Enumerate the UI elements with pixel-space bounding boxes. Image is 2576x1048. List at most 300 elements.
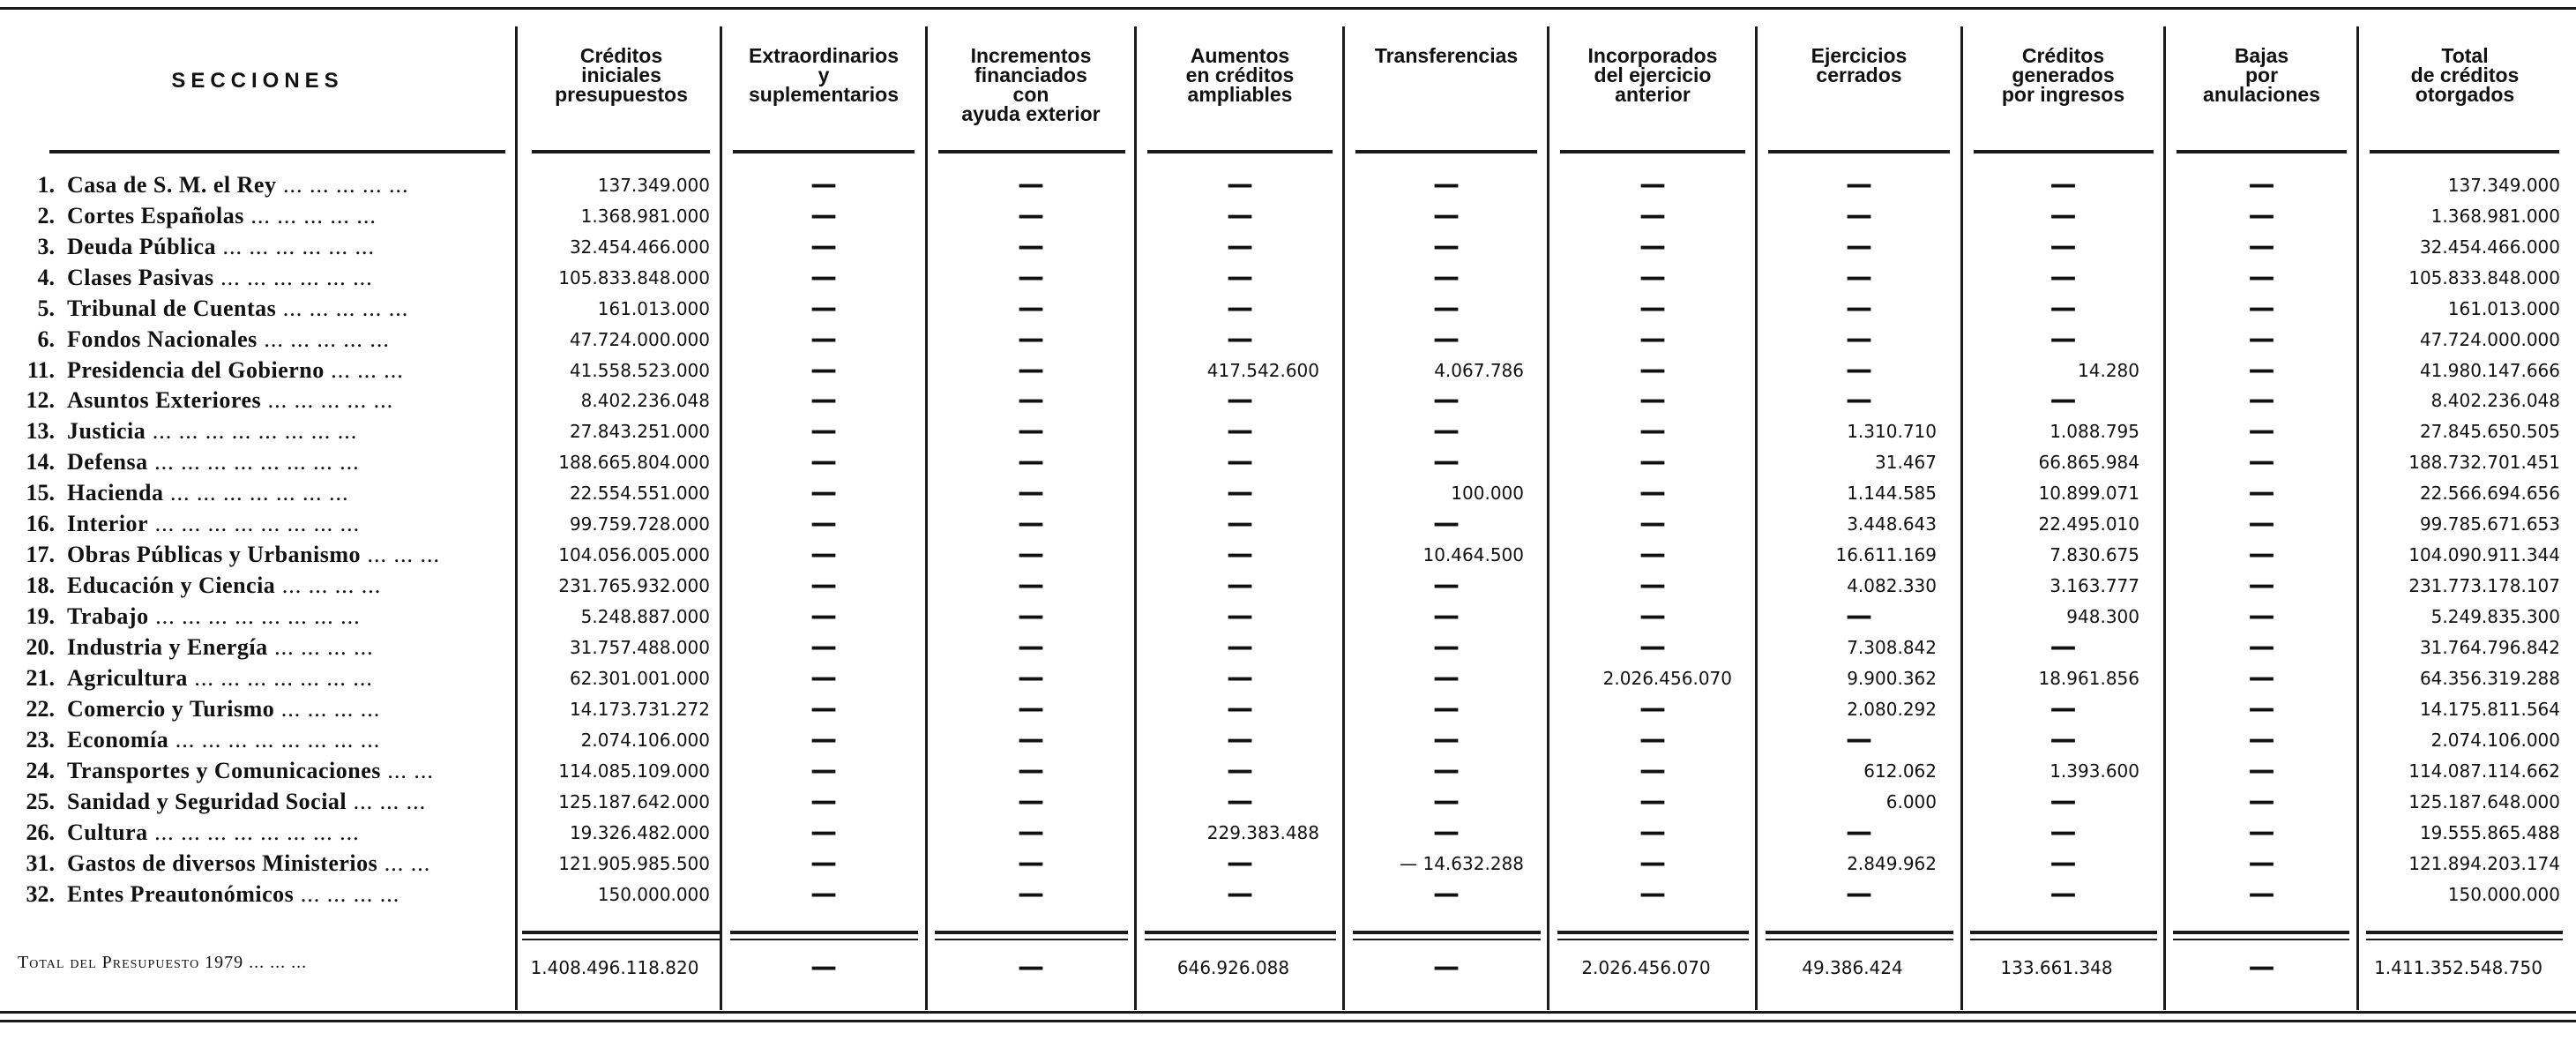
empty-dash-cell: —	[1639, 693, 1666, 724]
empty-dash-cell: —	[2248, 786, 2275, 817]
total-rule	[1766, 939, 1953, 940]
value-cell: 31.764.796.842	[2419, 637, 2560, 658]
empty-dash-cell: —	[2248, 724, 2275, 755]
value-cell: 22.495.010	[2038, 513, 2139, 535]
empty-dash-cell: —	[1227, 539, 1253, 570]
section-name: Educación y Ciencia	[67, 573, 276, 598]
section-name: Interior	[67, 511, 149, 536]
empty-dash-cell: —	[2050, 262, 2077, 293]
column-header: Créditos generados por ingresos	[2001, 44, 2125, 106]
section-name: Clases Pasivas	[67, 265, 214, 290]
section-number: 23.	[26, 727, 55, 752]
empty-dash-cell: —	[810, 693, 837, 724]
section-name: Tribunal de Cuentas	[67, 296, 277, 321]
empty-dash-cell: —	[1639, 355, 1666, 386]
total-rule	[1557, 931, 1749, 934]
empty-dash-cell: —	[1639, 508, 1666, 539]
section-number: 24.	[26, 758, 55, 783]
empty-dash-cell: —	[810, 662, 837, 693]
section-name: Industria y Energía	[67, 634, 268, 660]
empty-dash-cell: —	[810, 385, 837, 415]
empty-dash-cell: —	[2050, 324, 2077, 355]
empty-dash-cell: —	[810, 415, 837, 446]
empty-dash-cell: —	[1433, 724, 1460, 755]
empty-dash-cell: —	[1433, 324, 1460, 355]
section-name: Fondos Nacionales	[67, 326, 258, 352]
total-empty-dash-cell: —	[2248, 952, 2275, 983]
total-rule	[935, 931, 1128, 934]
value-cell: 2.074.106.000	[580, 730, 710, 751]
column-header: Incorporados del ejercicio anterior	[1587, 44, 1718, 106]
empty-dash-cell: —	[810, 539, 837, 570]
column-divider	[1342, 26, 1345, 1010]
empty-dash-cell: —	[810, 324, 837, 355]
leader-dots: ... ... ... ... ... ... ... ...	[147, 449, 360, 475]
total-empty-dash-cell: —	[1433, 952, 1460, 983]
leader-dots: ... ... ... ... ...	[261, 387, 394, 413]
value-cell: 612.062	[1863, 760, 1937, 782]
value-cell: 10.899.071	[2038, 483, 2139, 504]
section-number: 6.	[37, 326, 55, 352]
empty-dash-cell: —	[1018, 508, 1044, 539]
value-cell: 19.555.865.488	[2419, 822, 2560, 843]
bottom-rule	[0, 1020, 2576, 1022]
value-cell: 8.402.236.048	[580, 390, 710, 411]
value-cell: 161.013.000	[597, 298, 710, 319]
empty-dash-cell: —	[1018, 662, 1044, 693]
empty-dash-cell: —	[1433, 601, 1460, 632]
empty-dash-cell: —	[1639, 755, 1666, 786]
value-cell: 948.300	[2066, 606, 2139, 627]
empty-dash-cell: —	[810, 169, 837, 200]
section-name: Asuntos Exteriores	[67, 387, 262, 413]
total-label: Total del Presupuesto 1979 ... ... ...	[18, 953, 308, 972]
empty-dash-cell: —	[2248, 262, 2275, 293]
total-rule	[1145, 939, 1336, 940]
table-row-label	[12, 416, 516, 446]
section-name: Entes Preautonómicos	[67, 881, 295, 907]
empty-dash-cell: —	[1227, 848, 1253, 879]
empty-dash-cell: —	[1846, 324, 1872, 355]
empty-dash-cell: —	[2248, 817, 2275, 848]
empty-dash-cell: —	[1433, 755, 1460, 786]
empty-dash-cell: —	[1433, 446, 1460, 477]
value-cell: 22.566.694.656	[2419, 483, 2560, 504]
empty-dash-cell: —	[1227, 415, 1253, 446]
header-underline	[1147, 150, 1333, 153]
empty-dash-cell: —	[1639, 415, 1666, 446]
table-row-label	[12, 571, 516, 601]
section-name: Economía	[67, 727, 169, 752]
empty-dash-cell: —	[1227, 879, 1253, 910]
section-name: Presidencia del Gobierno	[67, 357, 325, 383]
value-cell: 1.393.600	[2050, 760, 2139, 782]
empty-dash-cell: —	[810, 632, 837, 662]
empty-dash-cell: —	[810, 446, 837, 477]
value-cell: 3.448.643	[1847, 513, 1937, 535]
section-number: 13.	[26, 418, 55, 444]
empty-dash-cell: —	[2248, 415, 2275, 446]
empty-dash-cell: —	[1227, 508, 1253, 539]
empty-dash-cell: —	[810, 848, 837, 879]
empty-dash-cell: —	[810, 879, 837, 910]
empty-dash-cell: —	[1227, 662, 1253, 693]
value-cell: 5.249.835.300	[2430, 606, 2560, 627]
empty-dash-cell: —	[1846, 601, 1872, 632]
secciones-header: SECCIONES	[171, 69, 344, 93]
section-name: Cortes Españolas	[67, 203, 244, 228]
empty-dash-cell: —	[2248, 632, 2275, 662]
empty-dash-cell: —	[1433, 662, 1460, 693]
total-rule	[1970, 939, 2157, 940]
table-row-label	[12, 633, 516, 662]
header-underline	[938, 150, 1125, 153]
header-underline	[1974, 150, 2154, 153]
empty-dash-cell: —	[1433, 415, 1460, 446]
empty-dash-cell: —	[810, 508, 837, 539]
empty-dash-cell: —	[1846, 355, 1872, 386]
empty-dash-cell: —	[2248, 355, 2275, 386]
column-divider	[1755, 26, 1758, 1010]
empty-dash-cell: —	[2050, 231, 2077, 262]
total-rule	[1145, 931, 1336, 934]
total-rule	[2173, 939, 2349, 940]
empty-dash-cell: —	[1433, 817, 1460, 848]
leader-dots: ... ... ...	[361, 542, 440, 567]
empty-dash-cell: —	[810, 355, 837, 386]
empty-dash-cell: —	[2248, 755, 2275, 786]
section-name: Defensa	[67, 449, 148, 475]
value-cell: — 14.632.288	[1400, 853, 1524, 874]
section-name: Obras Públicas y Urbanismo	[67, 542, 361, 567]
column-header: Bajas por anulaciones	[2203, 44, 2320, 106]
table-row-label	[12, 447, 516, 477]
empty-dash-cell: —	[2050, 632, 2077, 662]
empty-dash-cell: —	[1227, 755, 1253, 786]
column-header: Incrementos financiados con ayuda exterior	[961, 44, 1101, 125]
total-rule	[935, 939, 1128, 940]
section-number: 26.	[26, 820, 55, 845]
empty-dash-cell: —	[1639, 786, 1666, 817]
value-cell: 16.611.169	[1835, 544, 1937, 565]
value-cell: 121.905.985.500	[558, 853, 710, 874]
value-cell: 64.356.319.288	[2419, 668, 2560, 689]
section-number: 20.	[26, 634, 55, 660]
leader-dots: ... ... ...	[324, 357, 404, 383]
empty-dash-cell: —	[1018, 755, 1044, 786]
value-cell: 150.000.000	[597, 884, 710, 905]
column-divider	[1134, 26, 1137, 1010]
value-cell: 229.383.488	[1206, 822, 1319, 843]
value-cell: 99.785.671.653	[2419, 513, 2560, 535]
empty-dash-cell: —	[1227, 262, 1253, 293]
value-cell: 22.554.551.000	[569, 483, 710, 504]
header-underline	[532, 150, 710, 153]
value-cell: 31.467	[1875, 452, 1937, 473]
total-value-cell: 2.026.456.070	[1581, 957, 1711, 978]
empty-dash-cell: —	[1846, 385, 1872, 415]
empty-dash-cell: —	[810, 477, 837, 508]
leader-dots: ... ...	[377, 850, 431, 876]
value-cell: 104.056.005.000	[558, 544, 710, 565]
section-name: Comercio y Turismo	[67, 696, 275, 722]
value-cell: 14.175.811.564	[2419, 699, 2560, 720]
empty-dash-cell: —	[1639, 601, 1666, 632]
empty-dash-cell: —	[1227, 324, 1253, 355]
value-cell: 188.732.701.451	[2408, 452, 2560, 473]
leader-dots: ... ... ... ... ...	[257, 326, 390, 352]
value-cell: 2.074.106.000	[2430, 730, 2560, 751]
empty-dash-cell: —	[2050, 848, 2077, 879]
value-cell: 47.724.000.000	[2419, 329, 2560, 350]
leader-dots: ... ... ... ... ... ...	[216, 234, 376, 259]
empty-dash-cell: —	[1018, 848, 1044, 879]
leader-dots: ... ... ...	[347, 789, 427, 814]
value-cell: 4.082.330	[1847, 575, 1937, 596]
value-cell: 105.833.848.000	[2408, 267, 2560, 288]
empty-dash-cell: —	[810, 293, 837, 324]
empty-dash-cell: —	[2248, 693, 2275, 724]
empty-dash-cell: —	[810, 200, 837, 231]
header-underline	[1355, 150, 1537, 153]
total-empty-dash-cell: —	[1018, 952, 1044, 983]
empty-dash-cell: —	[1639, 169, 1666, 200]
top-rule	[0, 7, 2576, 10]
column-header: Total de créditos otorgados	[2410, 44, 2520, 106]
empty-dash-cell: —	[1018, 293, 1044, 324]
empty-dash-cell: —	[2050, 385, 2077, 415]
value-cell: 27.845.650.505	[2419, 421, 2560, 442]
section-name: Agricultura	[67, 665, 188, 691]
empty-dash-cell: —	[1227, 724, 1253, 755]
empty-dash-cell: —	[1639, 200, 1666, 231]
value-cell: 47.724.000.000	[569, 329, 710, 350]
value-cell: 14.280	[2078, 360, 2139, 381]
table-row-label	[12, 756, 516, 786]
value-cell: 32.454.466.000	[569, 236, 710, 258]
empty-dash-cell: —	[1018, 879, 1044, 910]
leader-dots: ... ... ... ... ... ... ... ...	[147, 820, 360, 845]
value-cell: 8.402.236.048	[2430, 390, 2560, 411]
header-underline	[1768, 150, 1950, 153]
value-cell: 7.830.675	[2050, 544, 2139, 565]
empty-dash-cell: —	[1433, 231, 1460, 262]
empty-dash-cell: —	[1018, 385, 1044, 415]
section-name: Transportes y Comunicaciones	[67, 758, 381, 783]
section-number: 14.	[26, 449, 55, 475]
empty-dash-cell: —	[1639, 724, 1666, 755]
table-row-label	[12, 356, 516, 386]
total-value-cell: 1.411.352.548.750	[2374, 957, 2542, 978]
table-row-label	[12, 602, 516, 632]
empty-dash-cell: —	[1639, 293, 1666, 324]
column-header: Ejercicios cerrados	[1811, 44, 1908, 86]
empty-dash-cell: —	[1018, 539, 1044, 570]
section-number: 21.	[26, 665, 55, 691]
leader-dots: ... ... ... ... ...	[243, 203, 377, 228]
table-row-label	[12, 325, 516, 355]
table-row-label	[12, 201, 516, 231]
value-cell: 3.163.777	[2050, 575, 2139, 596]
value-cell: 125.187.642.000	[558, 791, 710, 812]
empty-dash-cell: —	[1227, 231, 1253, 262]
empty-dash-cell: —	[1433, 293, 1460, 324]
column-divider	[720, 26, 722, 1010]
empty-dash-cell: —	[810, 755, 837, 786]
empty-dash-cell: —	[1018, 817, 1044, 848]
leader-dots: ... ... ... ... ... ... ... ...	[168, 727, 381, 752]
total-rule	[1353, 939, 1541, 940]
value-cell: 2.026.456.070	[1602, 668, 1732, 689]
empty-dash-cell: —	[1018, 169, 1044, 200]
value-cell: 100.000	[1451, 483, 1524, 504]
section-number: 3.	[37, 234, 55, 259]
value-cell: 231.773.178.107	[2408, 575, 2560, 596]
section-number: 31.	[26, 850, 55, 876]
table-row-label	[12, 787, 516, 817]
section-name: Justicia	[67, 418, 146, 444]
leader-dots: ... ... ... ...	[294, 881, 400, 907]
empty-dash-cell: —	[1018, 324, 1044, 355]
column-header: Extraordinarios y suplementarios	[749, 44, 899, 106]
empty-dash-cell: —	[2248, 231, 2275, 262]
section-number: 4.	[37, 265, 55, 290]
empty-dash-cell: —	[2248, 200, 2275, 231]
empty-dash-cell: —	[1639, 231, 1666, 262]
empty-dash-cell: —	[2050, 786, 2077, 817]
section-number: 16.	[26, 511, 55, 536]
section-number: 12.	[26, 387, 55, 413]
leader-dots: ... ... ... ... ... ... ... ...	[146, 418, 358, 444]
column-divider	[2356, 26, 2359, 1010]
empty-dash-cell: —	[1018, 262, 1044, 293]
total-rule	[730, 939, 918, 940]
header-underline	[2370, 150, 2559, 153]
empty-dash-cell: —	[1639, 632, 1666, 662]
section-name: Gastos de diversos Ministerios	[67, 850, 378, 876]
value-cell: 125.187.648.000	[2408, 791, 2560, 812]
empty-dash-cell: —	[2050, 169, 2077, 200]
section-number: 11.	[26, 357, 55, 383]
section-name: Trabajo	[67, 603, 149, 629]
empty-dash-cell: —	[1433, 508, 1460, 539]
total-rule	[1970, 931, 2157, 934]
empty-dash-cell: —	[1227, 446, 1253, 477]
empty-dash-cell: —	[810, 231, 837, 262]
table-row-label	[12, 478, 516, 508]
section-name: Deuda Pública	[67, 234, 217, 259]
empty-dash-cell: —	[2248, 662, 2275, 693]
column-header: Transferencias	[1374, 44, 1519, 67]
empty-dash-cell: —	[1433, 786, 1460, 817]
empty-dash-cell: —	[1639, 879, 1666, 910]
value-cell: 137.349.000	[2447, 175, 2560, 196]
leader-dots: ... ... ... ...	[267, 634, 374, 660]
empty-dash-cell: —	[1433, 169, 1460, 200]
empty-dash-cell: —	[1227, 169, 1253, 200]
value-cell: 137.349.000	[597, 175, 710, 196]
header-underline	[1560, 150, 1745, 153]
table-row-label	[12, 694, 516, 724]
leader-dots: ... ... ... ... ... ... ...	[163, 480, 349, 505]
value-cell: 62.301.001.000	[569, 668, 710, 689]
empty-dash-cell: —	[1639, 385, 1666, 415]
empty-dash-cell: —	[1018, 231, 1044, 262]
value-cell: 114.087.114.662	[2408, 760, 2560, 782]
leader-dots: ... ... ... ... ... ... ...	[187, 665, 373, 691]
section-number: 5.	[37, 296, 55, 321]
empty-dash-cell: —	[810, 601, 837, 632]
section-number: 1.	[37, 172, 55, 198]
table-row-label	[12, 818, 516, 848]
header-underline	[49, 150, 505, 153]
column-divider	[2163, 26, 2166, 1010]
value-cell: 19.326.482.000	[569, 822, 710, 843]
empty-dash-cell: —	[2248, 879, 2275, 910]
leader-dots: ... ... ... ... ...	[276, 172, 409, 198]
column-header: Aumentos en créditos ampliables	[1185, 44, 1295, 106]
empty-dash-cell: —	[1846, 169, 1872, 200]
value-cell: 9.900.362	[1847, 668, 1937, 689]
value-cell: 114.085.109.000	[558, 760, 710, 782]
table-row-label	[12, 386, 516, 415]
empty-dash-cell: —	[1846, 262, 1872, 293]
empty-dash-cell: —	[1018, 446, 1044, 477]
empty-dash-cell: —	[1433, 570, 1460, 601]
value-cell: 1.088.795	[2050, 421, 2139, 442]
total-rule	[522, 931, 721, 934]
empty-dash-cell: —	[1018, 477, 1044, 508]
section-number: 22.	[26, 696, 55, 722]
table-row-label	[12, 880, 516, 910]
total-rule	[2173, 931, 2349, 934]
leader-dots: ... ... ... ... ... ...	[213, 265, 373, 290]
value-cell: 188.665.804.000	[558, 452, 710, 473]
empty-dash-cell: —	[1227, 293, 1253, 324]
empty-dash-cell: —	[1227, 570, 1253, 601]
leader-dots: ... ... ... ... ... ... ... ...	[148, 511, 361, 536]
section-number: 25.	[26, 789, 55, 814]
empty-dash-cell: —	[2248, 539, 2275, 570]
empty-dash-cell: —	[2248, 324, 2275, 355]
empty-dash-cell: —	[1227, 601, 1253, 632]
section-name: Casa de S. M. el Rey	[67, 172, 277, 198]
empty-dash-cell: —	[1846, 231, 1872, 262]
empty-dash-cell: —	[2050, 293, 2077, 324]
value-cell: 161.013.000	[2447, 298, 2560, 319]
value-cell: 1.368.981.000	[580, 206, 710, 227]
empty-dash-cell: —	[810, 724, 837, 755]
leader-dots: ... ... ... ...	[275, 573, 382, 598]
value-cell: 1.310.710	[1847, 421, 1937, 442]
empty-dash-cell: —	[1227, 385, 1253, 415]
empty-dash-cell: —	[1018, 415, 1044, 446]
header-underline	[733, 150, 915, 153]
value-cell: 121.894.203.174	[2408, 853, 2560, 874]
empty-dash-cell: —	[2248, 293, 2275, 324]
empty-dash-cell: —	[1639, 570, 1666, 601]
empty-dash-cell: —	[1018, 601, 1044, 632]
empty-dash-cell: —	[2248, 508, 2275, 539]
header-underline	[2177, 150, 2347, 153]
value-cell: 31.757.488.000	[569, 637, 710, 658]
empty-dash-cell: —	[1639, 848, 1666, 879]
section-number: 18.	[26, 573, 55, 598]
empty-dash-cell: —	[2050, 693, 2077, 724]
empty-dash-cell: —	[1018, 355, 1044, 386]
section-number: 19.	[26, 603, 55, 629]
empty-dash-cell: —	[1018, 786, 1044, 817]
